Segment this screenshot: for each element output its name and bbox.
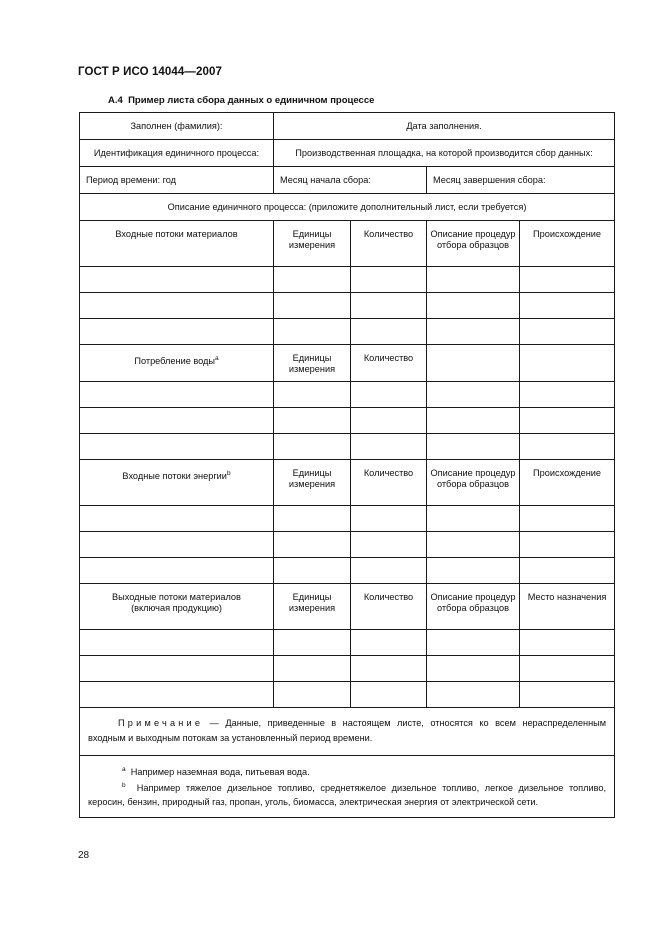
entry-cell[interactable] — [520, 558, 615, 584]
note-label: Примечание — [118, 718, 204, 728]
entry-cell[interactable] — [427, 382, 520, 408]
entry-cell[interactable] — [274, 656, 351, 682]
footnote-mark: а — [122, 766, 126, 773]
table-row — [80, 558, 615, 584]
entry-cell[interactable] — [520, 382, 615, 408]
footnote-a — [88, 763, 606, 779]
entry-cell[interactable] — [427, 408, 520, 434]
entry-cell[interactable] — [274, 506, 351, 532]
section-title — [80, 460, 274, 506]
quantity-header: Количество — [351, 345, 427, 382]
description-label: Описание единичного процесса: (приложите дополнительный лист, если требуется) — [80, 194, 615, 221]
units-header: Единицы измерения — [274, 460, 351, 506]
entry-cell[interactable] — [427, 319, 520, 345]
empty-header-cell — [427, 345, 520, 382]
entry-cell[interactable] — [351, 319, 427, 345]
table-row — [80, 656, 615, 682]
section-title-text: Потребление воды — [134, 356, 216, 366]
page-number: 28 — [78, 850, 90, 861]
entry-cell[interactable] — [520, 682, 615, 708]
entry-cell[interactable] — [274, 382, 351, 408]
entry-cell[interactable] — [351, 434, 427, 460]
footnote-text: Например тяжелое дизельное топливо, среднетяжелое дизельное топливо, легкое дизельное топливо, керосин, бензин, природный газ, пропан, уголь, биомасса, электрическая энергия от электрической сети. — [88, 783, 607, 807]
document-header: ГОСТ Р ИСО 14044—2007 — [78, 66, 223, 78]
section-header-water-consumption — [80, 345, 615, 382]
form-row-process-id — [80, 140, 615, 167]
data-collection-sheet — [79, 112, 615, 818]
entry-cell[interactable] — [80, 293, 274, 319]
entry-cell[interactable] — [520, 656, 615, 682]
section-title — [80, 345, 274, 382]
entry-cell[interactable] — [351, 532, 427, 558]
fill-date-label: Дата заполнения. — [274, 113, 615, 140]
filled-by-label: Заполнен (фамилия): — [80, 113, 274, 140]
sampling-header: Описание процедур отбора образцов — [427, 584, 520, 630]
table-caption-number: А.4 — [108, 95, 123, 106]
entry-cell[interactable] — [427, 434, 520, 460]
section-title-text: Входные потоки энергии — [122, 471, 227, 481]
entry-cell[interactable] — [274, 293, 351, 319]
footnote-marker: b — [226, 470, 231, 477]
table-row — [80, 682, 615, 708]
footnotes-row — [80, 756, 615, 818]
units-header: Единицы измерения — [274, 584, 351, 630]
entry-cell[interactable] — [351, 682, 427, 708]
section-title: Выходные потоки материалов (включая продукцию) — [80, 584, 274, 630]
units-header: Единицы измерения — [274, 345, 351, 382]
entry-cell[interactable] — [274, 682, 351, 708]
entry-cell[interactable] — [427, 630, 520, 656]
entry-cell[interactable] — [80, 532, 274, 558]
origin-header: Происхождение — [520, 460, 615, 506]
table-row — [80, 408, 615, 434]
table-row — [80, 267, 615, 293]
entry-cell[interactable] — [427, 293, 520, 319]
entry-cell[interactable] — [351, 656, 427, 682]
note-text: Данные, приведенные в настоящем листе, относятся ко всем нераспределенным входным и выходным потокам за установленный период времени. — [88, 718, 607, 743]
table-row — [80, 382, 615, 408]
entry-cell[interactable] — [274, 408, 351, 434]
table-row — [80, 630, 615, 656]
entry-cell[interactable] — [520, 319, 615, 345]
note-cell — [80, 708, 615, 756]
entry-cell[interactable] — [427, 267, 520, 293]
note-dash: — — [203, 718, 226, 728]
quantity-header: Количество — [351, 221, 427, 267]
period-label: Период времени: год — [80, 167, 274, 194]
entry-cell[interactable] — [427, 506, 520, 532]
entry-cell[interactable] — [80, 656, 274, 682]
quantity-header: Количество — [351, 584, 427, 630]
entry-cell[interactable] — [274, 532, 351, 558]
entry-cell[interactable] — [274, 319, 351, 345]
entry-cell[interactable] — [274, 267, 351, 293]
entry-cell[interactable] — [274, 558, 351, 584]
entry-cell[interactable] — [351, 630, 427, 656]
entry-cell[interactable] — [427, 558, 520, 584]
entry-cell[interactable] — [351, 293, 427, 319]
entry-cell[interactable] — [520, 408, 615, 434]
footnote-text: Например наземная вода, питьевая вода. — [130, 767, 310, 777]
footnote-b — [88, 779, 606, 809]
table-row — [80, 319, 615, 345]
form-row-period — [80, 167, 615, 194]
entry-cell[interactable] — [80, 682, 274, 708]
entry-cell[interactable] — [80, 558, 274, 584]
entry-cell[interactable] — [80, 267, 274, 293]
sampling-header: Описание процедур отбора образцов — [427, 460, 520, 506]
footnote-mark: b — [122, 782, 126, 789]
section-header-material-outputs — [80, 584, 615, 630]
entry-cell[interactable] — [520, 434, 615, 460]
entry-cell[interactable] — [351, 558, 427, 584]
entry-cell[interactable] — [274, 630, 351, 656]
table-caption — [108, 95, 374, 106]
table-row — [80, 532, 615, 558]
entry-cell[interactable] — [520, 630, 615, 656]
quantity-header: Количество — [351, 460, 427, 506]
units-header: Единицы измерения — [274, 221, 351, 267]
note-row — [80, 708, 615, 756]
table-row — [80, 434, 615, 460]
footnotes-cell — [80, 756, 615, 818]
entry-cell[interactable] — [520, 532, 615, 558]
sampling-header: Описание процедур отбора образцов — [427, 221, 520, 267]
entry-cell[interactable] — [274, 434, 351, 460]
section-header-material-inputs — [80, 221, 615, 267]
end-month-label: Месяц завершения сбора: — [427, 167, 615, 194]
table-row — [80, 506, 615, 532]
entry-cell[interactable] — [351, 506, 427, 532]
table-caption-text: Пример листа сбора данных о единичном процессе — [128, 95, 375, 106]
table-row — [80, 293, 615, 319]
entry-cell[interactable] — [427, 656, 520, 682]
footnote-marker: а — [215, 355, 219, 362]
entry-cell[interactable] — [80, 506, 274, 532]
production-site-label: Производственная площадка, на которой производится сбор данных: — [274, 140, 615, 167]
entry-cell[interactable] — [427, 682, 520, 708]
entry-cell[interactable] — [80, 382, 274, 408]
entry-cell[interactable] — [80, 434, 274, 460]
entry-cell[interactable] — [80, 630, 274, 656]
empty-header-cell — [520, 345, 615, 382]
form-row-description — [80, 194, 615, 221]
entry-cell[interactable] — [351, 408, 427, 434]
process-id-label: Идентификация единичного процесса: — [80, 140, 274, 167]
entry-cell[interactable] — [427, 532, 520, 558]
section-header-energy-inputs — [80, 460, 615, 506]
form-row-filled-by — [80, 113, 615, 140]
section-title: Входные потоки материалов — [80, 221, 274, 267]
entry-cell[interactable] — [520, 267, 615, 293]
entry-cell[interactable] — [351, 267, 427, 293]
entry-cell[interactable] — [520, 293, 615, 319]
destination-header: Место назначения — [520, 584, 615, 630]
entry-cell[interactable] — [80, 408, 274, 434]
entry-cell[interactable] — [351, 382, 427, 408]
entry-cell[interactable] — [80, 319, 274, 345]
entry-cell[interactable] — [520, 506, 615, 532]
origin-header: Происхождение — [520, 221, 615, 267]
start-month-label: Месяц начала сбора: — [274, 167, 427, 194]
